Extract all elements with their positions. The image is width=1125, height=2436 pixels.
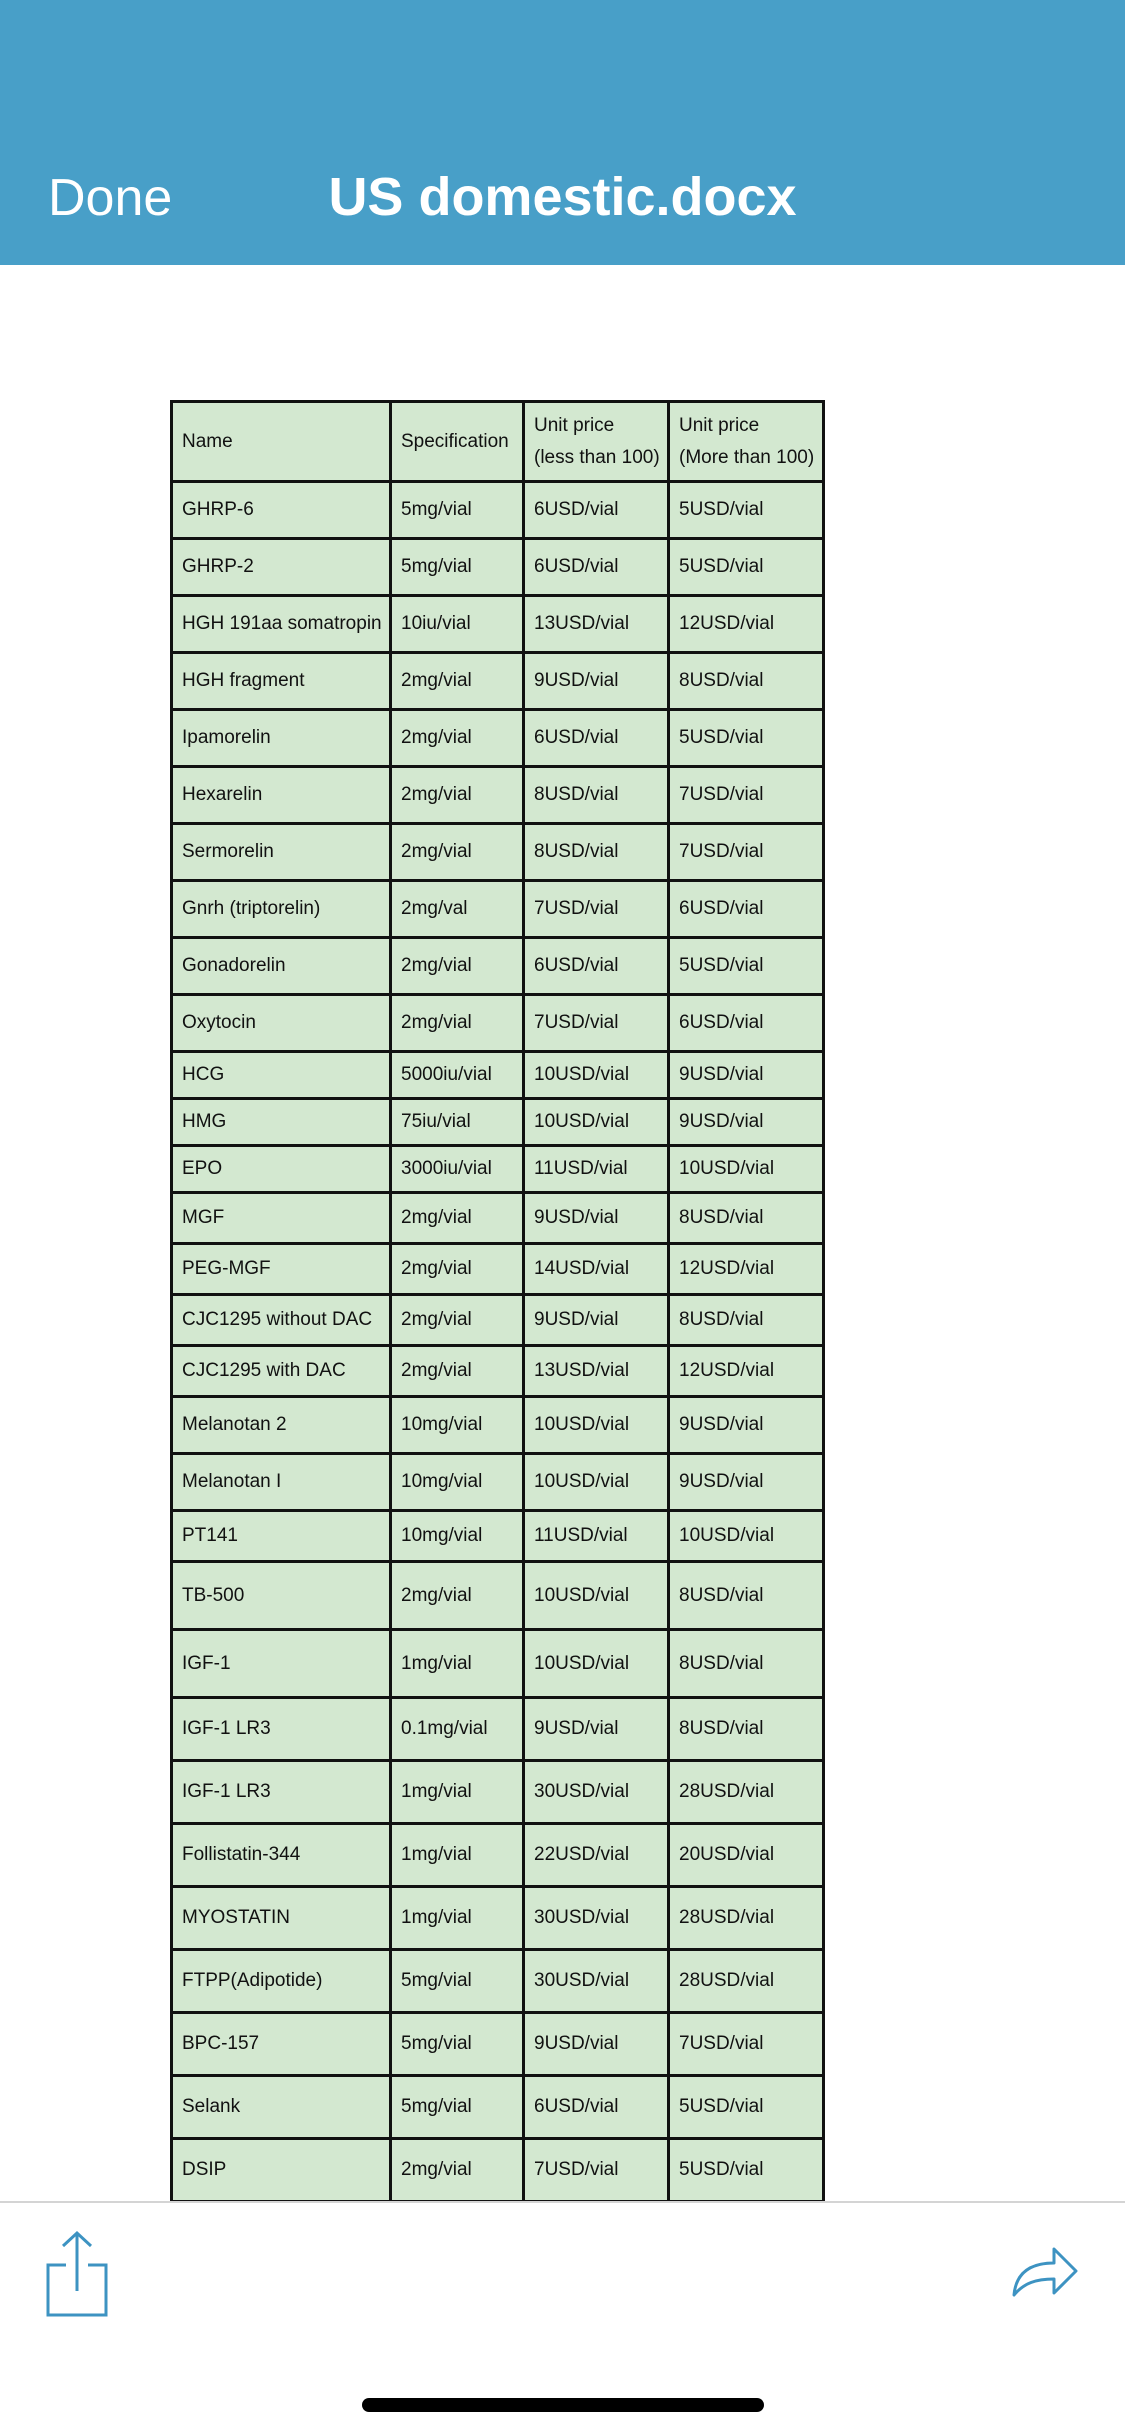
table-row <box>172 824 824 881</box>
cell-specification: 2mg/vial <box>391 1295 524 1346</box>
table-row <box>172 1950 824 2013</box>
cell-name: Oxytocin <box>172 995 391 1052</box>
cell-name: GHRP-2 <box>172 539 391 596</box>
document-content[interactable] <box>0 265 1125 2201</box>
cell-name: DSIP <box>172 2139 391 2202</box>
cell-specification: 10iu/vial <box>391 596 524 653</box>
table-body <box>172 482 824 2202</box>
cell-name: TB-500 <box>172 1562 391 1630</box>
header-price-less-than-100 <box>524 402 669 482</box>
table-header-row <box>172 402 824 482</box>
cell-price-more: 5USD/vial <box>669 710 824 767</box>
header-price-more-than-100 <box>669 402 824 482</box>
forward-icon[interactable] <box>1010 2243 1080 2301</box>
table-row <box>172 596 824 653</box>
cell-price-more: 6USD/vial <box>669 881 824 938</box>
cell-price-less: 8USD/vial <box>524 767 669 824</box>
table-row <box>172 1511 824 1562</box>
cell-price-less: 7USD/vial <box>524 2139 669 2202</box>
table-row <box>172 539 824 596</box>
cell-name: HCG <box>172 1052 391 1099</box>
cell-price-less: 11USD/vial <box>524 1511 669 1562</box>
cell-price-less: 10USD/vial <box>524 1562 669 1630</box>
table-row <box>172 482 824 539</box>
cell-specification: 5mg/vial <box>391 482 524 539</box>
table-row <box>172 1397 824 1454</box>
table-row <box>172 2013 824 2076</box>
cell-specification: 2mg/vial <box>391 995 524 1052</box>
cell-specification: 1mg/vial <box>391 1824 524 1887</box>
cell-name: IGF-1 LR3 <box>172 1698 391 1761</box>
cell-specification: 2mg/vial <box>391 1193 524 1244</box>
table-row <box>172 995 824 1052</box>
cell-price-more: 8USD/vial <box>669 1630 824 1698</box>
cell-specification: 0.1mg/vial <box>391 1698 524 1761</box>
cell-price-less: 7USD/vial <box>524 995 669 1052</box>
table-row <box>172 1099 824 1146</box>
table-row <box>172 1761 824 1824</box>
cell-specification: 2mg/vial <box>391 710 524 767</box>
cell-name: Selank <box>172 2076 391 2139</box>
cell-price-less: 6USD/vial <box>524 539 669 596</box>
cell-price-less: 6USD/vial <box>524 482 669 539</box>
cell-price-more: 9USD/vial <box>669 1099 824 1146</box>
header-price-more-line1: Unit price <box>679 414 760 436</box>
cell-specification: 3000iu/vial <box>391 1146 524 1193</box>
cell-price-more: 5USD/vial <box>669 482 824 539</box>
cell-specification: 2mg/vial <box>391 938 524 995</box>
cell-price-less: 30USD/vial <box>524 1887 669 1950</box>
cell-price-less: 6USD/vial <box>524 2076 669 2139</box>
cell-specification: 10mg/vial <box>391 1454 524 1511</box>
cell-price-more: 7USD/vial <box>669 824 824 881</box>
cell-price-less: 10USD/vial <box>524 1099 669 1146</box>
cell-price-more: 10USD/vial <box>669 1511 824 1562</box>
cell-price-less: 9USD/vial <box>524 2013 669 2076</box>
cell-specification: 1mg/vial <box>391 1761 524 1824</box>
cell-specification: 10mg/vial <box>391 1397 524 1454</box>
cell-specification: 2mg/vial <box>391 2139 524 2202</box>
cell-price-more: 12USD/vial <box>669 596 824 653</box>
document-title: US domestic.docx <box>328 167 797 227</box>
cell-name: Gnrh (triptorelin) <box>172 881 391 938</box>
cell-name: HGH fragment <box>172 653 391 710</box>
cell-price-less: 22USD/vial <box>524 1824 669 1887</box>
cell-specification: 5mg/vial <box>391 539 524 596</box>
cell-price-more: 5USD/vial <box>669 2139 824 2202</box>
cell-specification: 10mg/vial <box>391 1511 524 1562</box>
cell-specification: 5mg/vial <box>391 2076 524 2139</box>
table-row <box>172 1562 824 1630</box>
cell-price-less: 10USD/vial <box>524 1454 669 1511</box>
cell-price-less: 14USD/vial <box>524 1244 669 1295</box>
cell-price-less: 9USD/vial <box>524 653 669 710</box>
cell-price-less: 10USD/vial <box>524 1052 669 1099</box>
header-price-less-line2: (less than 100) <box>534 446 660 468</box>
cell-specification: 2mg/val <box>391 881 524 938</box>
table-row <box>172 1698 824 1761</box>
table-row <box>172 1346 824 1397</box>
table-row <box>172 1630 824 1698</box>
table-row <box>172 881 824 938</box>
cell-price-more: 8USD/vial <box>669 1193 824 1244</box>
cell-name: GHRP-6 <box>172 482 391 539</box>
cell-price-more: 9USD/vial <box>669 1052 824 1099</box>
table-row <box>172 1454 824 1511</box>
table-row <box>172 710 824 767</box>
cell-price-more: 8USD/vial <box>669 1562 824 1630</box>
cell-name: Hexarelin <box>172 767 391 824</box>
table-row <box>172 1146 824 1193</box>
header-name: Name <box>172 402 391 482</box>
table-row <box>172 1244 824 1295</box>
table-row <box>172 1052 824 1099</box>
table-row <box>172 2139 824 2202</box>
cell-price-more: 7USD/vial <box>669 767 824 824</box>
cell-price-less: 6USD/vial <box>524 938 669 995</box>
cell-specification: 5mg/vial <box>391 1950 524 2013</box>
cell-price-less: 13USD/vial <box>524 596 669 653</box>
cell-price-more: 7USD/vial <box>669 2013 824 2076</box>
cell-price-less: 11USD/vial <box>524 1146 669 1193</box>
done-button[interactable]: Done <box>48 169 173 227</box>
cell-price-more: 28USD/vial <box>669 1887 824 1950</box>
cell-specification: 2mg/vial <box>391 767 524 824</box>
cell-name: PT141 <box>172 1511 391 1562</box>
cell-specification: 1mg/vial <box>391 1630 524 1698</box>
cell-specification: 2mg/vial <box>391 824 524 881</box>
cell-name: Melanotan 2 <box>172 1397 391 1454</box>
cell-name: CJC1295 without DAC <box>172 1295 391 1346</box>
cell-name: HGH 191aa somatropin <box>172 596 391 653</box>
table-row <box>172 1824 824 1887</box>
table-row <box>172 653 824 710</box>
cell-price-more: 8USD/vial <box>669 653 824 710</box>
cell-specification: 2mg/vial <box>391 1244 524 1295</box>
cell-price-less: 30USD/vial <box>524 1950 669 2013</box>
header-specification: Specification <box>391 402 524 482</box>
share-icon[interactable] <box>44 2229 110 2319</box>
cell-price-more: 9USD/vial <box>669 1454 824 1511</box>
cell-name: Melanotan I <box>172 1454 391 1511</box>
cell-specification: 1mg/vial <box>391 1887 524 1950</box>
cell-name: Sermorelin <box>172 824 391 881</box>
cell-price-more: 8USD/vial <box>669 1295 824 1346</box>
header-price-more-line2: (More than 100) <box>679 446 815 468</box>
home-indicator <box>362 2398 764 2412</box>
cell-name: MYOSTATIN <box>172 1887 391 1950</box>
cell-name: EPO <box>172 1146 391 1193</box>
cell-name: MGF <box>172 1193 391 1244</box>
navigation-bar <box>0 0 1125 265</box>
cell-name: IGF-1 LR3 <box>172 1761 391 1824</box>
table-row <box>172 1887 824 1950</box>
cell-price-more: 9USD/vial <box>669 1397 824 1454</box>
header-price-less-line1: Unit price <box>534 414 615 436</box>
cell-price-more: 5USD/vial <box>669 539 824 596</box>
cell-price-less: 8USD/vial <box>524 824 669 881</box>
cell-specification: 2mg/vial <box>391 1346 524 1397</box>
cell-price-more: 28USD/vial <box>669 1761 824 1824</box>
cell-price-more: 5USD/vial <box>669 2076 824 2139</box>
cell-price-less: 13USD/vial <box>524 1346 669 1397</box>
cell-price-less: 7USD/vial <box>524 881 669 938</box>
cell-specification: 5mg/vial <box>391 2013 524 2076</box>
cell-specification: 2mg/vial <box>391 1562 524 1630</box>
cell-name: FTPP(Adipotide) <box>172 1950 391 2013</box>
cell-price-more: 20USD/vial <box>669 1824 824 1887</box>
cell-price-more: 28USD/vial <box>669 1950 824 2013</box>
cell-price-more: 6USD/vial <box>669 995 824 1052</box>
cell-name: BPC-157 <box>172 2013 391 2076</box>
table-row <box>172 938 824 995</box>
cell-price-less: 10USD/vial <box>524 1397 669 1454</box>
table-row <box>172 767 824 824</box>
cell-name: PEG-MGF <box>172 1244 391 1295</box>
cell-price-more: 12USD/vial <box>669 1244 824 1295</box>
cell-name: CJC1295 with DAC <box>172 1346 391 1397</box>
cell-price-more: 10USD/vial <box>669 1146 824 1193</box>
cell-price-more: 12USD/vial <box>669 1346 824 1397</box>
cell-price-less: 9USD/vial <box>524 1698 669 1761</box>
table-row <box>172 2076 824 2139</box>
cell-specification: 75iu/vial <box>391 1099 524 1146</box>
cell-name: Ipamorelin <box>172 710 391 767</box>
cell-price-less: 30USD/vial <box>524 1761 669 1824</box>
cell-price-more: 8USD/vial <box>669 1698 824 1761</box>
table-row <box>172 1295 824 1346</box>
cell-specification: 5000iu/vial <box>391 1052 524 1099</box>
cell-name: HMG <box>172 1099 391 1146</box>
cell-price-less: 6USD/vial <box>524 710 669 767</box>
cell-price-less: 9USD/vial <box>524 1295 669 1346</box>
cell-name: IGF-1 <box>172 1630 391 1698</box>
cell-price-less: 10USD/vial <box>524 1630 669 1698</box>
price-table <box>170 400 825 2201</box>
cell-name: Gonadorelin <box>172 938 391 995</box>
cell-price-more: 5USD/vial <box>669 938 824 995</box>
cell-name: Follistatin-344 <box>172 1824 391 1887</box>
table-row <box>172 1193 824 1244</box>
cell-specification: 2mg/vial <box>391 653 524 710</box>
cell-price-less: 9USD/vial <box>524 1193 669 1244</box>
